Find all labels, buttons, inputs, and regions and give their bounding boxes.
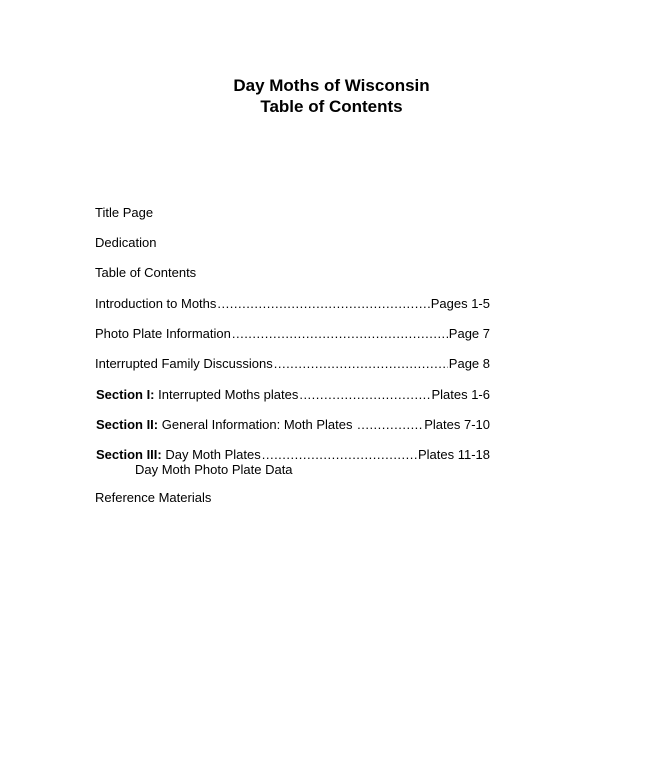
- toc-entry-label: [96, 387, 298, 403]
- title-line-1: Day Moths of Wisconsin: [233, 76, 430, 95]
- section-title: Day Moth Plates: [161, 447, 261, 462]
- section-title: General Information: Moth Plates: [158, 417, 357, 432]
- toc-entry-page: Plates 11-18: [417, 447, 490, 462]
- toc-entry-section-1: [96, 387, 490, 403]
- document-title: [0, 75, 663, 117]
- toc-entry-dedication: Dedication: [95, 235, 157, 250]
- toc-entry-introduction: [95, 296, 490, 312]
- toc-entry-page: Page 7: [448, 326, 490, 341]
- dot-leader: [232, 326, 448, 342]
- dot-leader: [357, 417, 423, 433]
- section-label: Section II:: [96, 417, 159, 432]
- toc-entry-label: [96, 417, 356, 433]
- toc-entry-title-page: Title Page: [95, 205, 154, 220]
- dot-leader: [217, 296, 429, 312]
- toc-entry-label: Photo Plate Information: [95, 326, 231, 341]
- section-label: Section I:: [96, 387, 155, 402]
- toc-entry-photo-plate-info: [95, 326, 490, 342]
- dot-leader: [299, 387, 430, 403]
- section-title: Interrupted Moths plates: [154, 387, 299, 402]
- toc-entry-label: Interrupted Family Discussions: [95, 356, 273, 371]
- toc-entry-section-2: [96, 417, 490, 433]
- section-label: Section III:: [96, 447, 162, 462]
- toc-entry-page: Pages 1-5: [430, 296, 490, 311]
- toc-entry-label: Introduction to Moths: [95, 296, 217, 311]
- title-line-2: Table of Contents: [260, 97, 403, 116]
- dot-leader: [262, 447, 417, 463]
- toc-entry-label: [96, 447, 261, 463]
- dot-leader: [274, 356, 448, 372]
- toc-sub-entry-plate-data: Day Moth Photo Plate Data: [135, 462, 293, 477]
- toc-entry-table-of-contents: Table of Contents: [95, 265, 197, 280]
- toc-entry-page: Page 8: [448, 356, 490, 371]
- toc-entry-interrupted-family: [95, 356, 490, 372]
- toc-entry-section-3: [96, 447, 490, 463]
- toc-entry-reference-materials: Reference Materials: [95, 490, 212, 505]
- toc-entry-page: Plates 7-10: [424, 417, 490, 432]
- toc-entry-page: Plates 1-6: [431, 387, 490, 402]
